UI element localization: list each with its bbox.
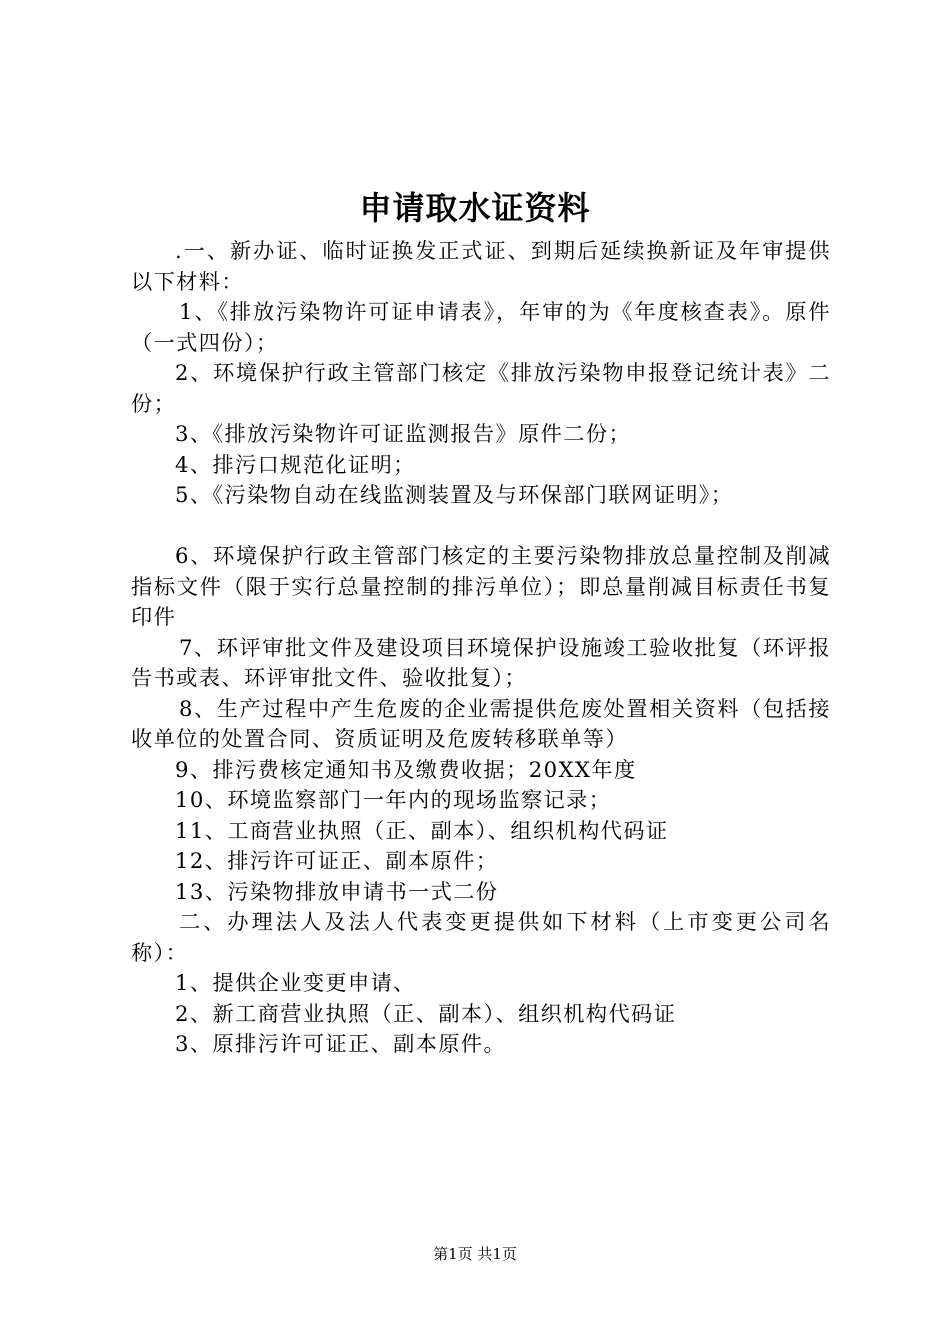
list-item: 11、工商营业执照（正、副本）、组织机构代码证 [175, 817, 669, 843]
list-item: 1、提供企业变更申请、 [175, 970, 416, 995]
document-body [131, 236, 831, 1060]
list-item: 7、环评审批文件及建设项目环境保护设施竣工验收批复（环评报告书或表、环评审批文件、验收批复）； [131, 634, 831, 690]
list-item: 3、《排放污染物许可证监测报告》原件二份； [175, 421, 632, 446]
document-title: 申请取水证资料 [359, 189, 591, 227]
list-item: 12、排污许可证正、副本原件； [175, 848, 499, 873]
list-item: 2、环境保护行政主管部门核定《排放污染物申报登记统计表》二份； [131, 360, 831, 416]
section-heading-1: .一、新办证、临时证换发正式证、到期后延续换新证及年审提供以下材料： [131, 238, 831, 294]
list-item: 13、污染物排放申请书一式二份 [175, 878, 499, 904]
list-item: 1、《排放污染物许可证申请表》，年审的为《年度核查表》。原件（一式四份）； [131, 299, 831, 355]
list-item: 4、排污口规范化证明； [175, 451, 416, 477]
section-heading-2: 二、办理法人及法人代表变更提供如下材料（上市变更公司名称）： [131, 909, 831, 965]
list-item: 8、生产过程中产生危废的企业需提供危废处置相关资料（包括接收单位的处置合同、资质证明及危废转移联单等） [131, 695, 831, 751]
list-item: 9、排污费核定通知书及缴费收据；20XX年度 [175, 756, 637, 782]
list-item: 10、环境监察部门一年内的现场监察记录； [175, 787, 612, 812]
list-item: 2、新工商营业执照（正、副本）、组织机构代码证 [175, 1000, 677, 1026]
blank-line [131, 511, 831, 542]
list-item: 5、《污染物自动在线监测装置及与环保部门联网证明》； [175, 482, 734, 507]
list-item: 3、原排污许可证正、副本原件。 [175, 1031, 507, 1056]
list-item: 6、环境保护行政主管部门核定的主要污染物排放总量控制及削减指标文件（限于实行总量控制的排污单位）；即总量削减目标责任书复印件 [131, 543, 831, 629]
page-footer: 第1页 共1页 [433, 1245, 517, 1263]
